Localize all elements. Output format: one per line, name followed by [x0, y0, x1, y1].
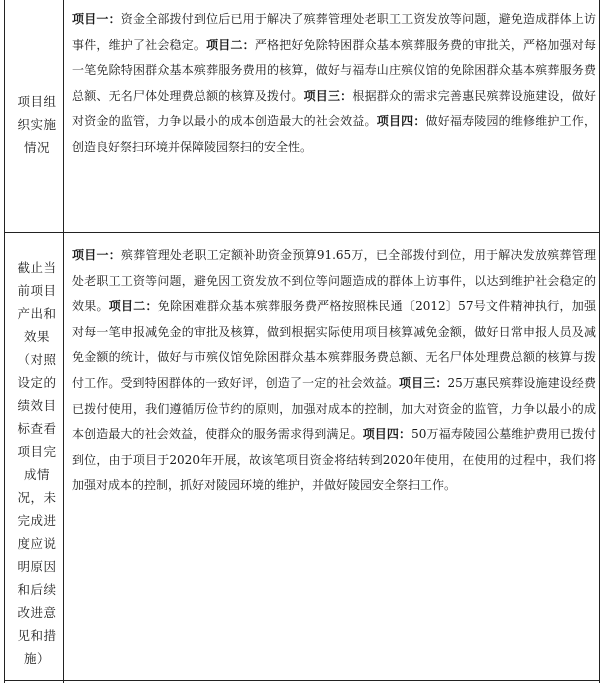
run-text: 资金全部拨付到位后已用于解决了殡葬管理处老职工工资发放等问题，避免造成群体上访事件，维护了社会稳定。: [72, 12, 596, 52]
column-divider: [63, 0, 64, 683]
run-label: 项目一：: [72, 248, 121, 262]
run-label: 项目三：: [399, 375, 448, 390]
table-border-bottom: [4, 680, 600, 681]
run-label: 项目二：: [206, 37, 255, 52]
run-label: 项目一：: [72, 12, 121, 26]
row2-content: [72, 243, 596, 499]
table-border-right: [599, 0, 600, 683]
row1-label: 项目组织实施情况: [17, 94, 57, 155]
row2-label: 截止当前项目产出和效果（对照设定的绩效目标查看项目完成情况，未完成进度应说明原因和后续改进意见和措施）: [17, 260, 57, 666]
run-text: 25万惠民殡葬设施建设经费已拨付使用，我们遵循厉俭节约的原则，加强对成本的控制，加大对资金的监管，力争以最小的成本创造最大的社会效益，使群众的服务需求得到满足。: [72, 375, 596, 442]
run-text: 免除困难群众基本殡葬服务费严格按照株民通〔2012〕57号文件精神执行，加强对每一笔申报减免金的审批及核算，做到根据实际使用项目核算减免金额，做好日常申报人员及减免金额的统计，做好与市殡仪馆免除困群众基本殡葬服务费总额、无名尸体处理费总额的核算与拨付工作。受到特困群体的一致好评，创造了一定的社会效益。: [72, 299, 596, 390]
run-text: 做好福寿陵园的维修维护工作，创造良好祭扫环境并保障陵园祭扫的安全性。: [72, 114, 596, 154]
run-label: 项目四：: [362, 427, 412, 442]
row-divider: [4, 232, 600, 233]
project-table: [4, 0, 600, 683]
run-label: 项目三：: [303, 88, 353, 103]
run-text: 50万福寿陵园公墓维护费用已拨付到位，由于项目于2020年开展，故该笔项目资金将结转到2020年使用，在使用的过程中，我们将加强对成本的控制，抓好对陵园环境的维护，并做好陵园安全祭扫工作。: [72, 427, 596, 493]
run-text: 严格把好免除特困群众基本殡葬服务费的审批关，严格加强对每一笔免除特困群众基本殡葬服务费用的核算，做好与福寿山庄殡仪馆的免除困群众基本殡葬服务费总额、无名尸体处理费总额的核算及拨付。: [72, 37, 596, 103]
table-border-left: [4, 0, 5, 683]
run-label: 项目二：: [108, 299, 158, 314]
run-text: 根据群众的需求完善惠民殡葬设施建设，做好对资金的监管，力争以最小的成本创造最大的社会效益。: [72, 88, 596, 129]
row1-content: [72, 7, 596, 161]
run-text: 殡葬管理处老职工定额补助资金预算91.65万，已全部拨付到位，用于解决发放殡葬管理处老职工工资等问题，避免因工资发放不到位等问题造成的群体上访事件，以达到维护社会稳定的效果。: [72, 248, 596, 314]
run-label: 项目四：: [376, 114, 426, 129]
